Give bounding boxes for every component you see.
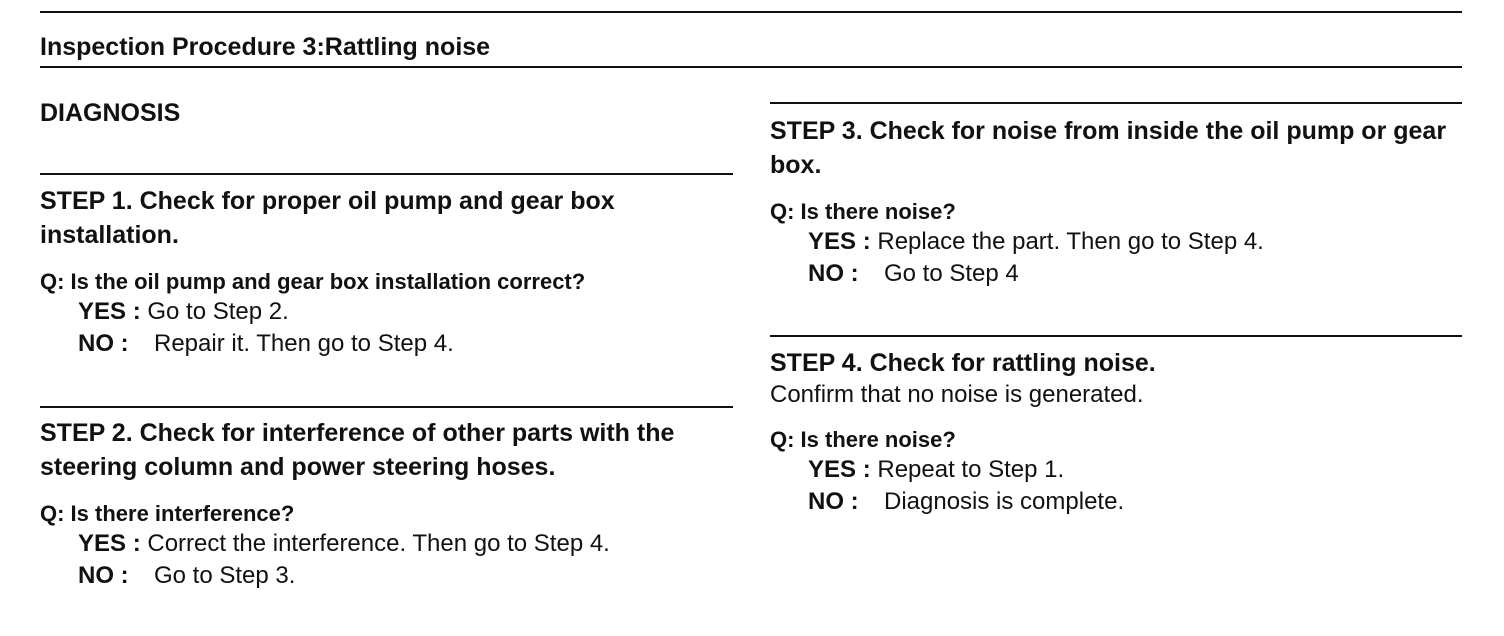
step-3-yes (770, 226, 1462, 258)
yes-text: Replace the part. Then go to Step 4. (877, 228, 1264, 255)
no-label: NO : (78, 562, 129, 589)
no-text: Go to Step 3. (154, 562, 296, 589)
step-1-title: STEP 1. Check for proper oil pump and gear box installation. (40, 187, 615, 249)
step-1 (40, 184, 740, 360)
step-3 (770, 114, 1462, 290)
step-3-title: STEP 3. Check for noise from inside the oil pump or gear box. (770, 117, 1447, 179)
diagnosis-heading: DIAGNOSIS (40, 99, 181, 127)
no-text: Repair it. Then go to Step 4. (154, 330, 454, 357)
step-2-title: STEP 2. Check for interference of other parts with the steering column and power steering hoses. (40, 419, 675, 481)
title-underline-rule (40, 66, 1462, 68)
no-label: NO : (78, 330, 129, 357)
step-4-question: Q: Is there noise? (770, 427, 956, 452)
step-4 (770, 346, 1462, 518)
step-1-question: Q: Is the oil pump and gear box installation correct? (40, 269, 586, 294)
no-label: NO : (808, 260, 859, 287)
yes-label: YES : (808, 456, 871, 483)
step-3-question: Q: Is there noise? (770, 199, 956, 224)
step1-rule (40, 173, 733, 175)
step-2-no (40, 560, 740, 592)
step-4-title: STEP 4. Check for rattling noise. (770, 349, 1156, 377)
top-rule (40, 11, 1462, 13)
yes-text: Go to Step 2. (147, 298, 289, 325)
no-text: Go to Step 4 (884, 260, 1019, 287)
step3-rule (770, 102, 1462, 104)
step-4-yes (770, 454, 1462, 486)
step4-rule (770, 335, 1462, 337)
step-2-question: Q: Is there interference? (40, 501, 295, 526)
step-1-yes (40, 296, 740, 328)
no-label: NO : (808, 488, 859, 515)
step-2-yes (40, 528, 740, 560)
yes-text: Correct the interference. Then go to Step 4. (147, 530, 610, 557)
step2-rule (40, 406, 733, 408)
step-1-no (40, 328, 740, 360)
no-text: Diagnosis is complete. (884, 488, 1125, 515)
step-4-description: Confirm that no noise is generated. (770, 381, 1144, 408)
step-3-no (770, 258, 1462, 290)
yes-label: YES : (808, 228, 871, 255)
yes-label: YES : (78, 298, 141, 325)
step-4-no (770, 486, 1462, 518)
step-2 (40, 416, 740, 592)
yes-label: YES : (78, 530, 141, 557)
yes-text: Repeat to Step 1. (877, 456, 1065, 483)
procedure-title: Inspection Procedure 3:Rattling noise (40, 33, 491, 61)
